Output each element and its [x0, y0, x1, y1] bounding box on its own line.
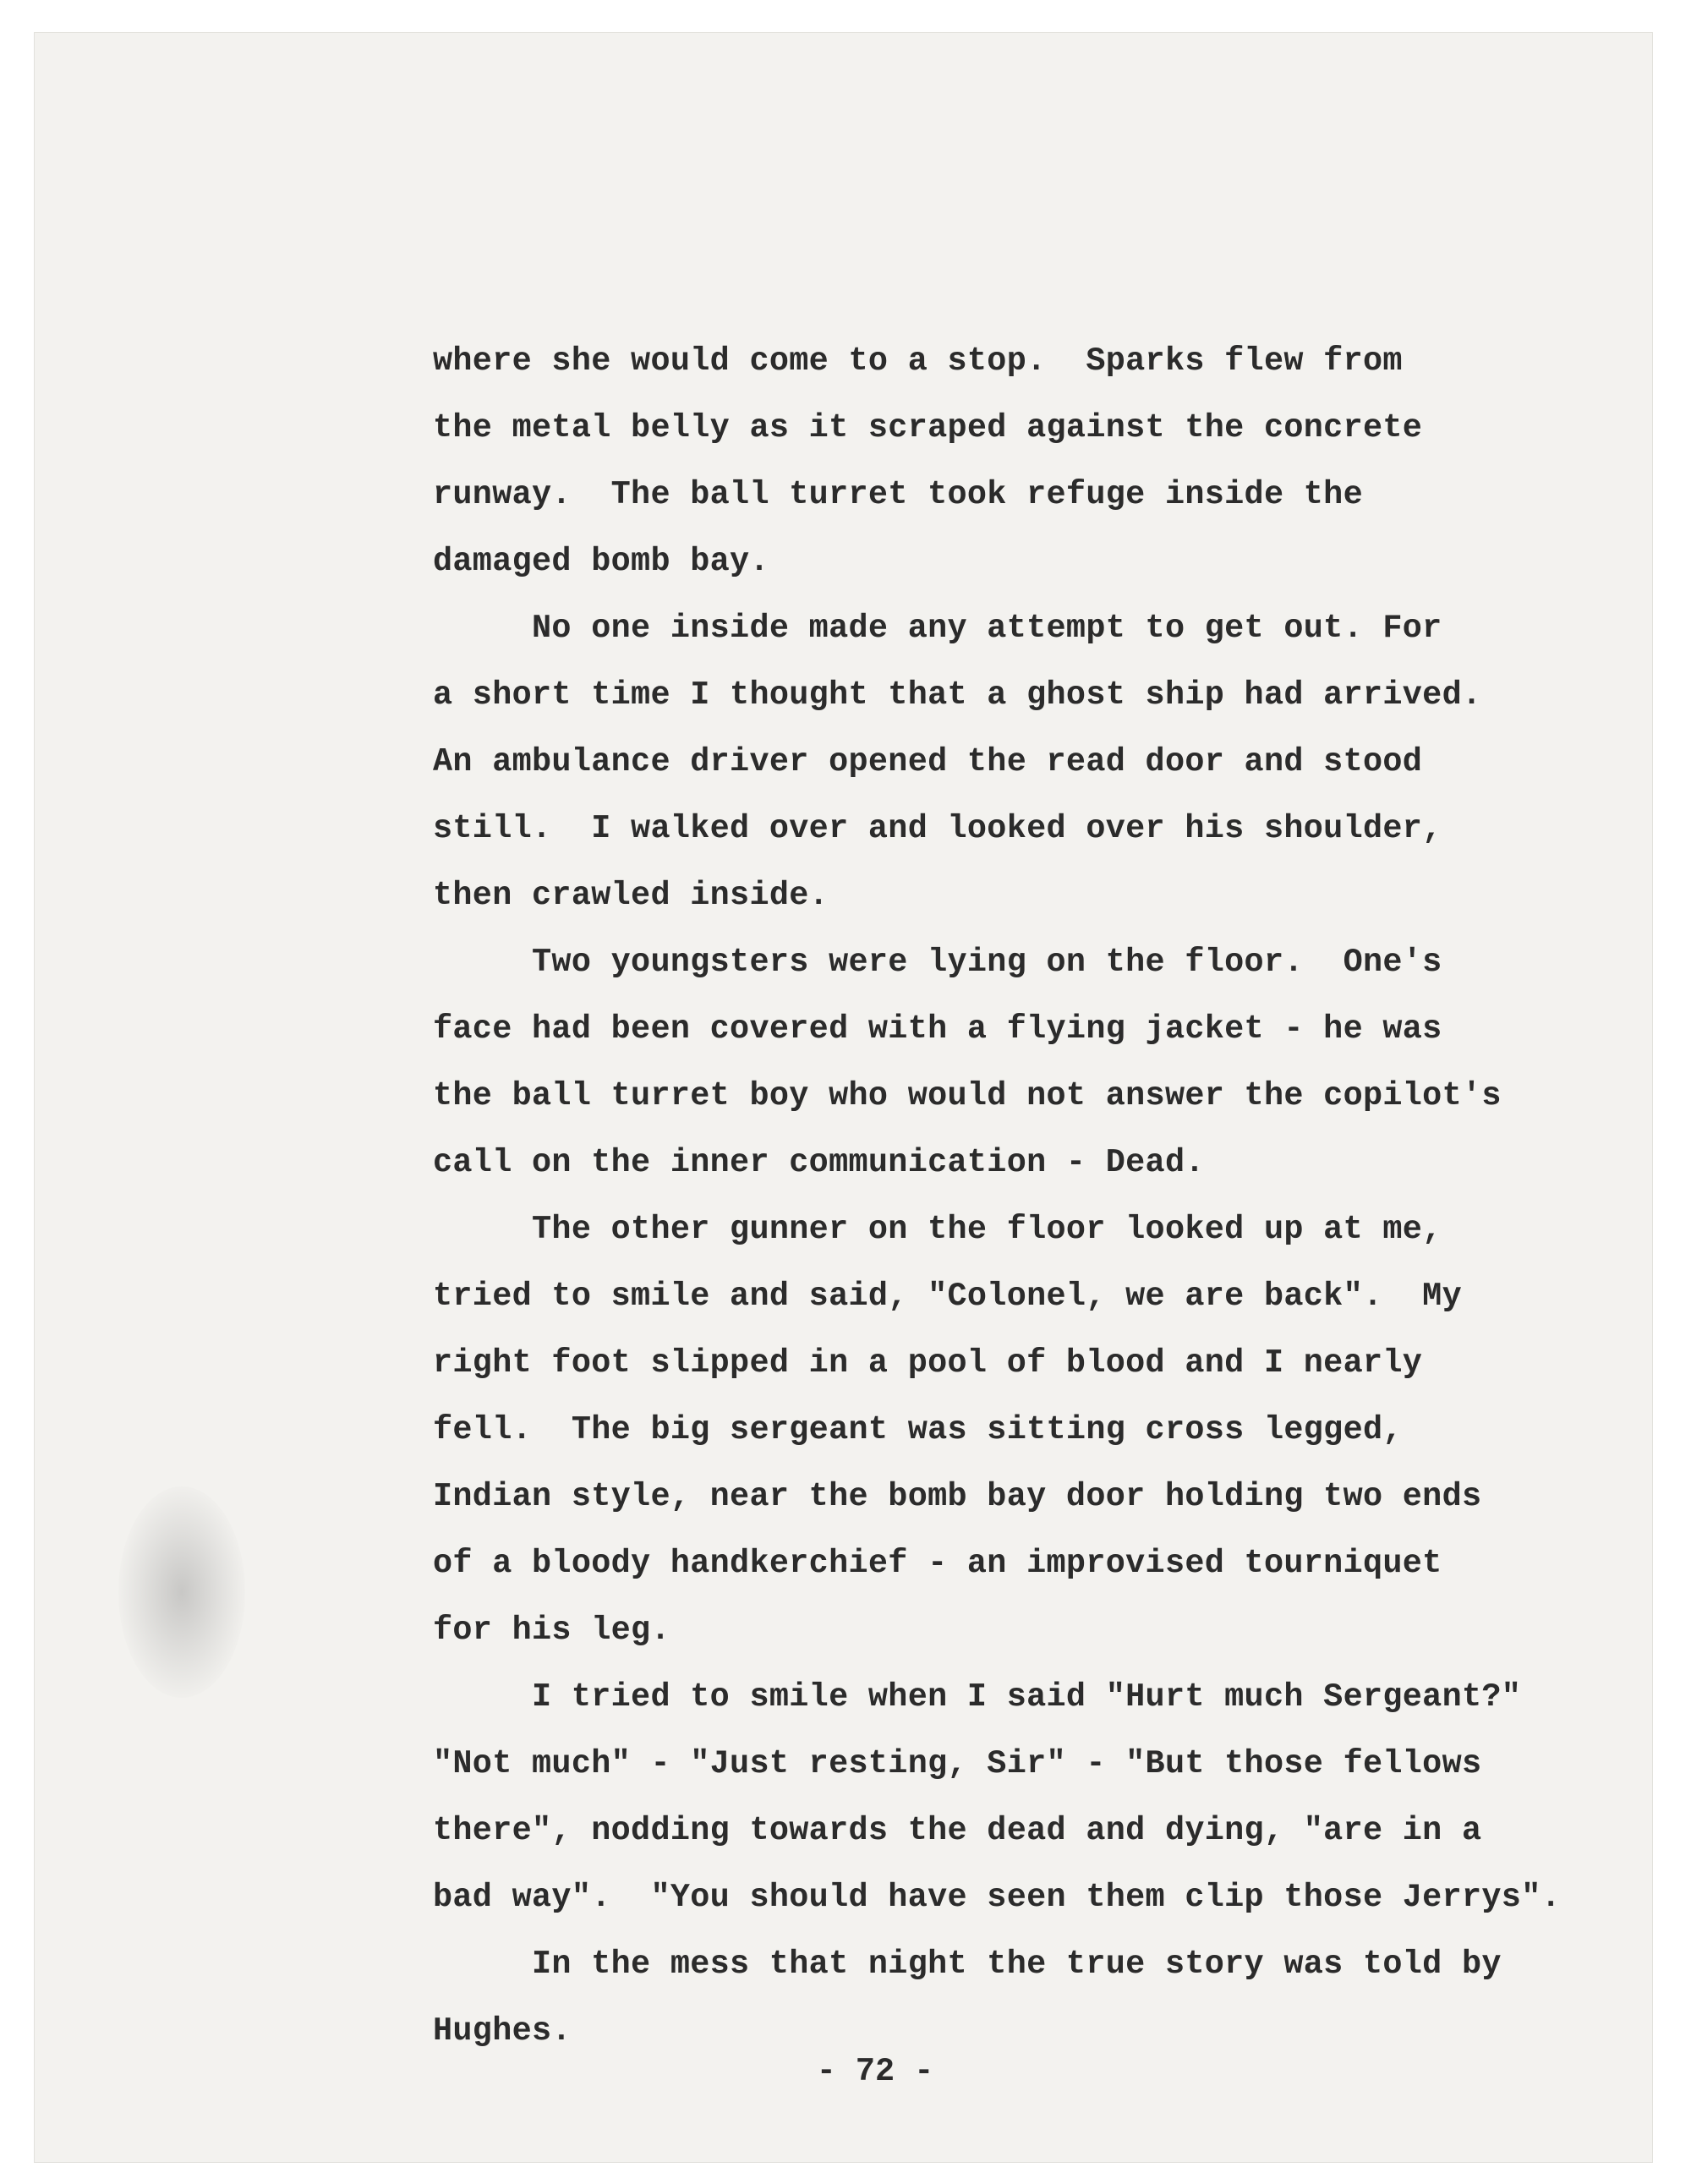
text-line: call on the inner communication - Dead. [433, 1144, 1205, 1181]
page-number: - 72 - [816, 2053, 934, 2090]
text-line: Indian style, near the bomb bay door holding two ends [433, 1478, 1482, 1515]
text-line: right foot slipped in a pool of blood and I nearly [433, 1344, 1423, 1382]
text-line: bad way". "You should have seen them clip those Jerrys". [433, 1879, 1562, 1916]
text-line: Hughes. [433, 2012, 572, 2050]
text-line: the metal belly as it scraped against the concrete [433, 409, 1423, 446]
text-line: where she would come to a stop. Sparks flew from [433, 342, 1403, 380]
text-line: No one inside made any attempt to get out. For [433, 610, 1442, 647]
text-line: of a bloody handkerchief - an improvised tourniquet [433, 1545, 1442, 1582]
body-text [433, 328, 1617, 2065]
text-line: for his leg. [433, 1612, 670, 1649]
text-line: "Not much" - "Just resting, Sir" - "But those fellows [433, 1745, 1482, 1782]
text-line: there", nodding towards the dead and dying, "are in a [433, 1812, 1482, 1849]
text-line: a short time I thought that a ghost ship had arrived. [433, 676, 1482, 714]
text-line: I tried to smile when I said "Hurt much Sergeant?" [433, 1678, 1522, 1716]
text-line: tried to smile and said, "Colonel, we are back". My [433, 1278, 1462, 1315]
text-line: face had been covered with a flying jacket - he was [433, 1010, 1442, 1048]
text-line: the ball turret boy who would not answer the copilot's [433, 1077, 1502, 1114]
text-line: damaged bomb bay. [433, 543, 769, 580]
text-line: then crawled inside. [433, 877, 829, 914]
text-line: An ambulance driver opened the read door and stood [433, 743, 1423, 780]
text-line: still. I walked over and looked over his shoulder, [433, 810, 1442, 847]
ink-smudge [118, 1486, 245, 1698]
text-line: fell. The big sergeant was sitting cross legged, [433, 1411, 1403, 1448]
text-line: Two youngsters were lying on the floor. One's [433, 944, 1442, 981]
text-line: runway. The ball turret took refuge inside the [433, 476, 1363, 513]
text-line: The other gunner on the floor looked up at me, [433, 1211, 1442, 1248]
text-line: In the mess that night the true story was told by [433, 1946, 1502, 1983]
